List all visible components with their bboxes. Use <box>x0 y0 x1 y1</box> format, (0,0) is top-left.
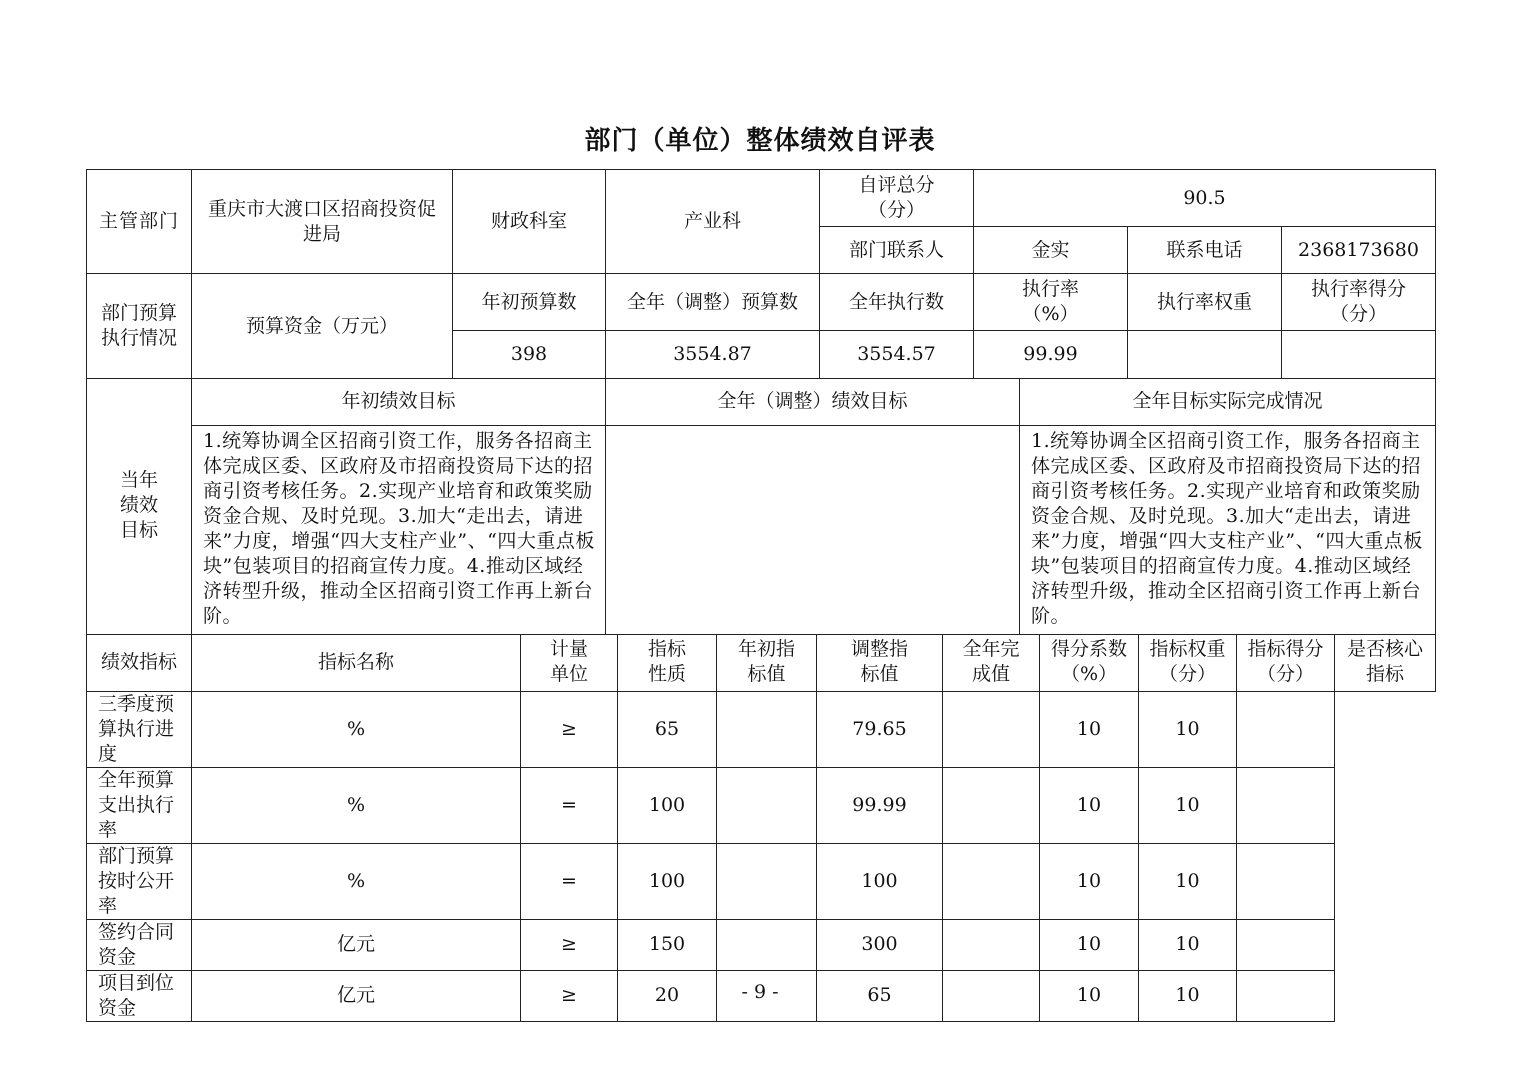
budget-initial-value: 398 <box>453 331 606 379</box>
ind-header-coef: 得分系数（%） <box>1040 634 1139 691</box>
industry-office: 产业科 <box>606 170 820 274</box>
finance-office: 财政科室 <box>453 170 606 274</box>
ind-header-nature: 指标性质 <box>618 634 717 691</box>
indicator-name: 项目到位资金 <box>87 970 192 1021</box>
indicator-score: 10 <box>1139 919 1237 970</box>
dept-label: 主管部门 <box>87 170 192 274</box>
indicator-actual-value: 100 <box>817 843 943 919</box>
goals-actual-text: 1.统筹协调全区招商引资工作，服务各招商主体完成区委、区政府及市招商投资局下达的招商引资考核任务。2.实现产业培育和政策奖励资金合规、及时兑现。3.加大“走出去，请进来”力度，增强“四大支柱产业”、“四大重点板块”包装项目的招商宣传力度。4.推动区域经济转型升级，推动全区招商引资工作再上新台阶。 <box>1020 425 1436 634</box>
indicator-is-core <box>1237 691 1335 767</box>
indicator-unit: % <box>192 767 521 843</box>
indicator-weight: 10 <box>1040 919 1139 970</box>
contact-value: 金实 <box>974 227 1128 274</box>
indicator-score-coef <box>943 691 1040 767</box>
budget-weight-value <box>1128 331 1282 379</box>
budget-fund-label: 预算资金（万元） <box>192 274 453 379</box>
ind-header-initial: 年初指标值 <box>717 634 817 691</box>
indicator-adjusted-value <box>717 843 817 919</box>
ind-header-score: 指标得分（分） <box>1237 634 1335 691</box>
page-number: - 9 - <box>741 981 779 1003</box>
indicator-adjusted-value <box>717 691 817 767</box>
self-score-value: 90.5 <box>974 170 1436 227</box>
indicator-nature: ≥ <box>521 970 618 1021</box>
budget-adjusted-value: 3554.87 <box>606 331 820 379</box>
indicator-nature: ≥ <box>521 691 618 767</box>
indicator-initial-value: 100 <box>618 843 717 919</box>
indicator-name: 签约合同资金 <box>87 919 192 970</box>
indicator-nature: ≥ <box>521 919 618 970</box>
indicator-actual-value: 79.65 <box>817 691 943 767</box>
indicator-score: 10 <box>1139 970 1237 1021</box>
budget-col-initial: 年初预算数 <box>453 274 606 331</box>
self-score-label: 自评总分（分） <box>820 170 974 227</box>
indicator-initial-value: 150 <box>618 919 717 970</box>
indicators-section-label: 绩效指标 <box>87 634 192 691</box>
indicator-score: 10 <box>1139 767 1237 843</box>
phone-value: 2368173680 <box>1282 227 1436 274</box>
indicator-nature: = <box>521 767 618 843</box>
indicator-weight: 10 <box>1040 691 1139 767</box>
ind-header-unit: 计量单位 <box>521 634 618 691</box>
budget-col-rate: 执行率（%） <box>974 274 1128 331</box>
indicator-name: 部门预算按时公开率 <box>87 843 192 919</box>
indicator-name: 全年预算支出执行率 <box>87 767 192 843</box>
goals-section-label <box>87 378 192 634</box>
dept-value: 重庆市大渡口区招商投资促进局 <box>192 170 453 274</box>
indicator-unit: 亿元 <box>192 970 521 1021</box>
indicator-is-core <box>1237 767 1335 843</box>
indicator-actual-value: 65 <box>817 970 943 1021</box>
indicator-actual-value: 99.99 <box>817 767 943 843</box>
ind-header-adjusted: 调整指标值 <box>817 634 943 691</box>
indicator-unit: 亿元 <box>192 919 521 970</box>
indicator-weight: 10 <box>1040 767 1139 843</box>
goals-section-text: 当年绩效目标 <box>119 469 158 542</box>
budget-col-executed: 全年执行数 <box>820 274 974 331</box>
indicator-unit: % <box>192 843 521 919</box>
indicator-score-coef <box>943 767 1040 843</box>
goals-initial-text: 1.统筹协调全区招商引资工作，服务各招商主体完成区委、区政府及市招商投资局下达的招商引资考核任务。2.实现产业培育和政策奖励资金合规、及时兑现。3.加大“走出去，请进来”力度，增强“四大支柱产业”、“四大重点板块”包装项目的招商宣传力度。4.推动区域经济转型升级，推动全区招商引资工作再上新台阶。 <box>192 425 606 634</box>
phone-label: 联系电话 <box>1128 227 1282 274</box>
budget-score-value <box>1282 331 1436 379</box>
goals-col-initial: 年初绩效目标 <box>192 378 606 425</box>
table-row <box>87 843 1436 919</box>
budget-col-weight: 执行率权重 <box>1128 274 1282 331</box>
indicator-is-core <box>1237 843 1335 919</box>
ind-header-name: 指标名称 <box>192 634 521 691</box>
budget-rate-value: 99.99 <box>974 331 1128 379</box>
indicator-name: 三季度预算执行进度 <box>87 691 192 767</box>
goals-col-adjusted: 全年（调整）绩效目标 <box>606 378 1020 425</box>
indicator-weight: 10 <box>1040 843 1139 919</box>
indicator-initial-value: 65 <box>618 691 717 767</box>
indicator-is-core <box>1237 919 1335 970</box>
indicators-table <box>86 634 1436 1022</box>
indicator-initial-value: 20 <box>618 970 717 1021</box>
budget-executed-value: 3554.57 <box>820 331 974 379</box>
budget-section-label: 部门预算执行情况 <box>87 274 192 379</box>
table-row <box>87 691 1436 767</box>
indicator-weight: 10 <box>1040 970 1139 1021</box>
indicator-unit: % <box>192 691 521 767</box>
indicator-adjusted-value <box>717 919 817 970</box>
table-row <box>87 919 1436 970</box>
budget-col-score: 执行率得分（分） <box>1282 274 1436 331</box>
indicator-score: 10 <box>1139 843 1237 919</box>
indicator-nature: = <box>521 843 618 919</box>
page-title: 部门（单位）整体绩效自评表 <box>584 126 936 156</box>
ind-header-core: 是否核心指标 <box>1335 634 1436 691</box>
goals-adjusted-text <box>606 425 1020 634</box>
ind-header-weight: 指标权重（分） <box>1139 634 1237 691</box>
indicators-header-row <box>87 634 1436 691</box>
contact-label: 部门联系人 <box>820 227 974 274</box>
header-budget-table <box>86 169 1436 379</box>
indicator-score-coef <box>943 919 1040 970</box>
goals-col-actual: 全年目标实际完成情况 <box>1020 378 1436 425</box>
indicator-score-coef <box>943 843 1040 919</box>
indicator-adjusted-value <box>717 767 817 843</box>
indicator-initial-value: 100 <box>618 767 717 843</box>
goals-table <box>86 378 1436 635</box>
ind-header-actual: 全年完成值 <box>943 634 1040 691</box>
indicator-score: 10 <box>1139 691 1237 767</box>
indicator-actual-value: 300 <box>817 919 943 970</box>
table-row <box>87 767 1436 843</box>
budget-col-adjusted: 全年（调整）预算数 <box>606 274 820 331</box>
